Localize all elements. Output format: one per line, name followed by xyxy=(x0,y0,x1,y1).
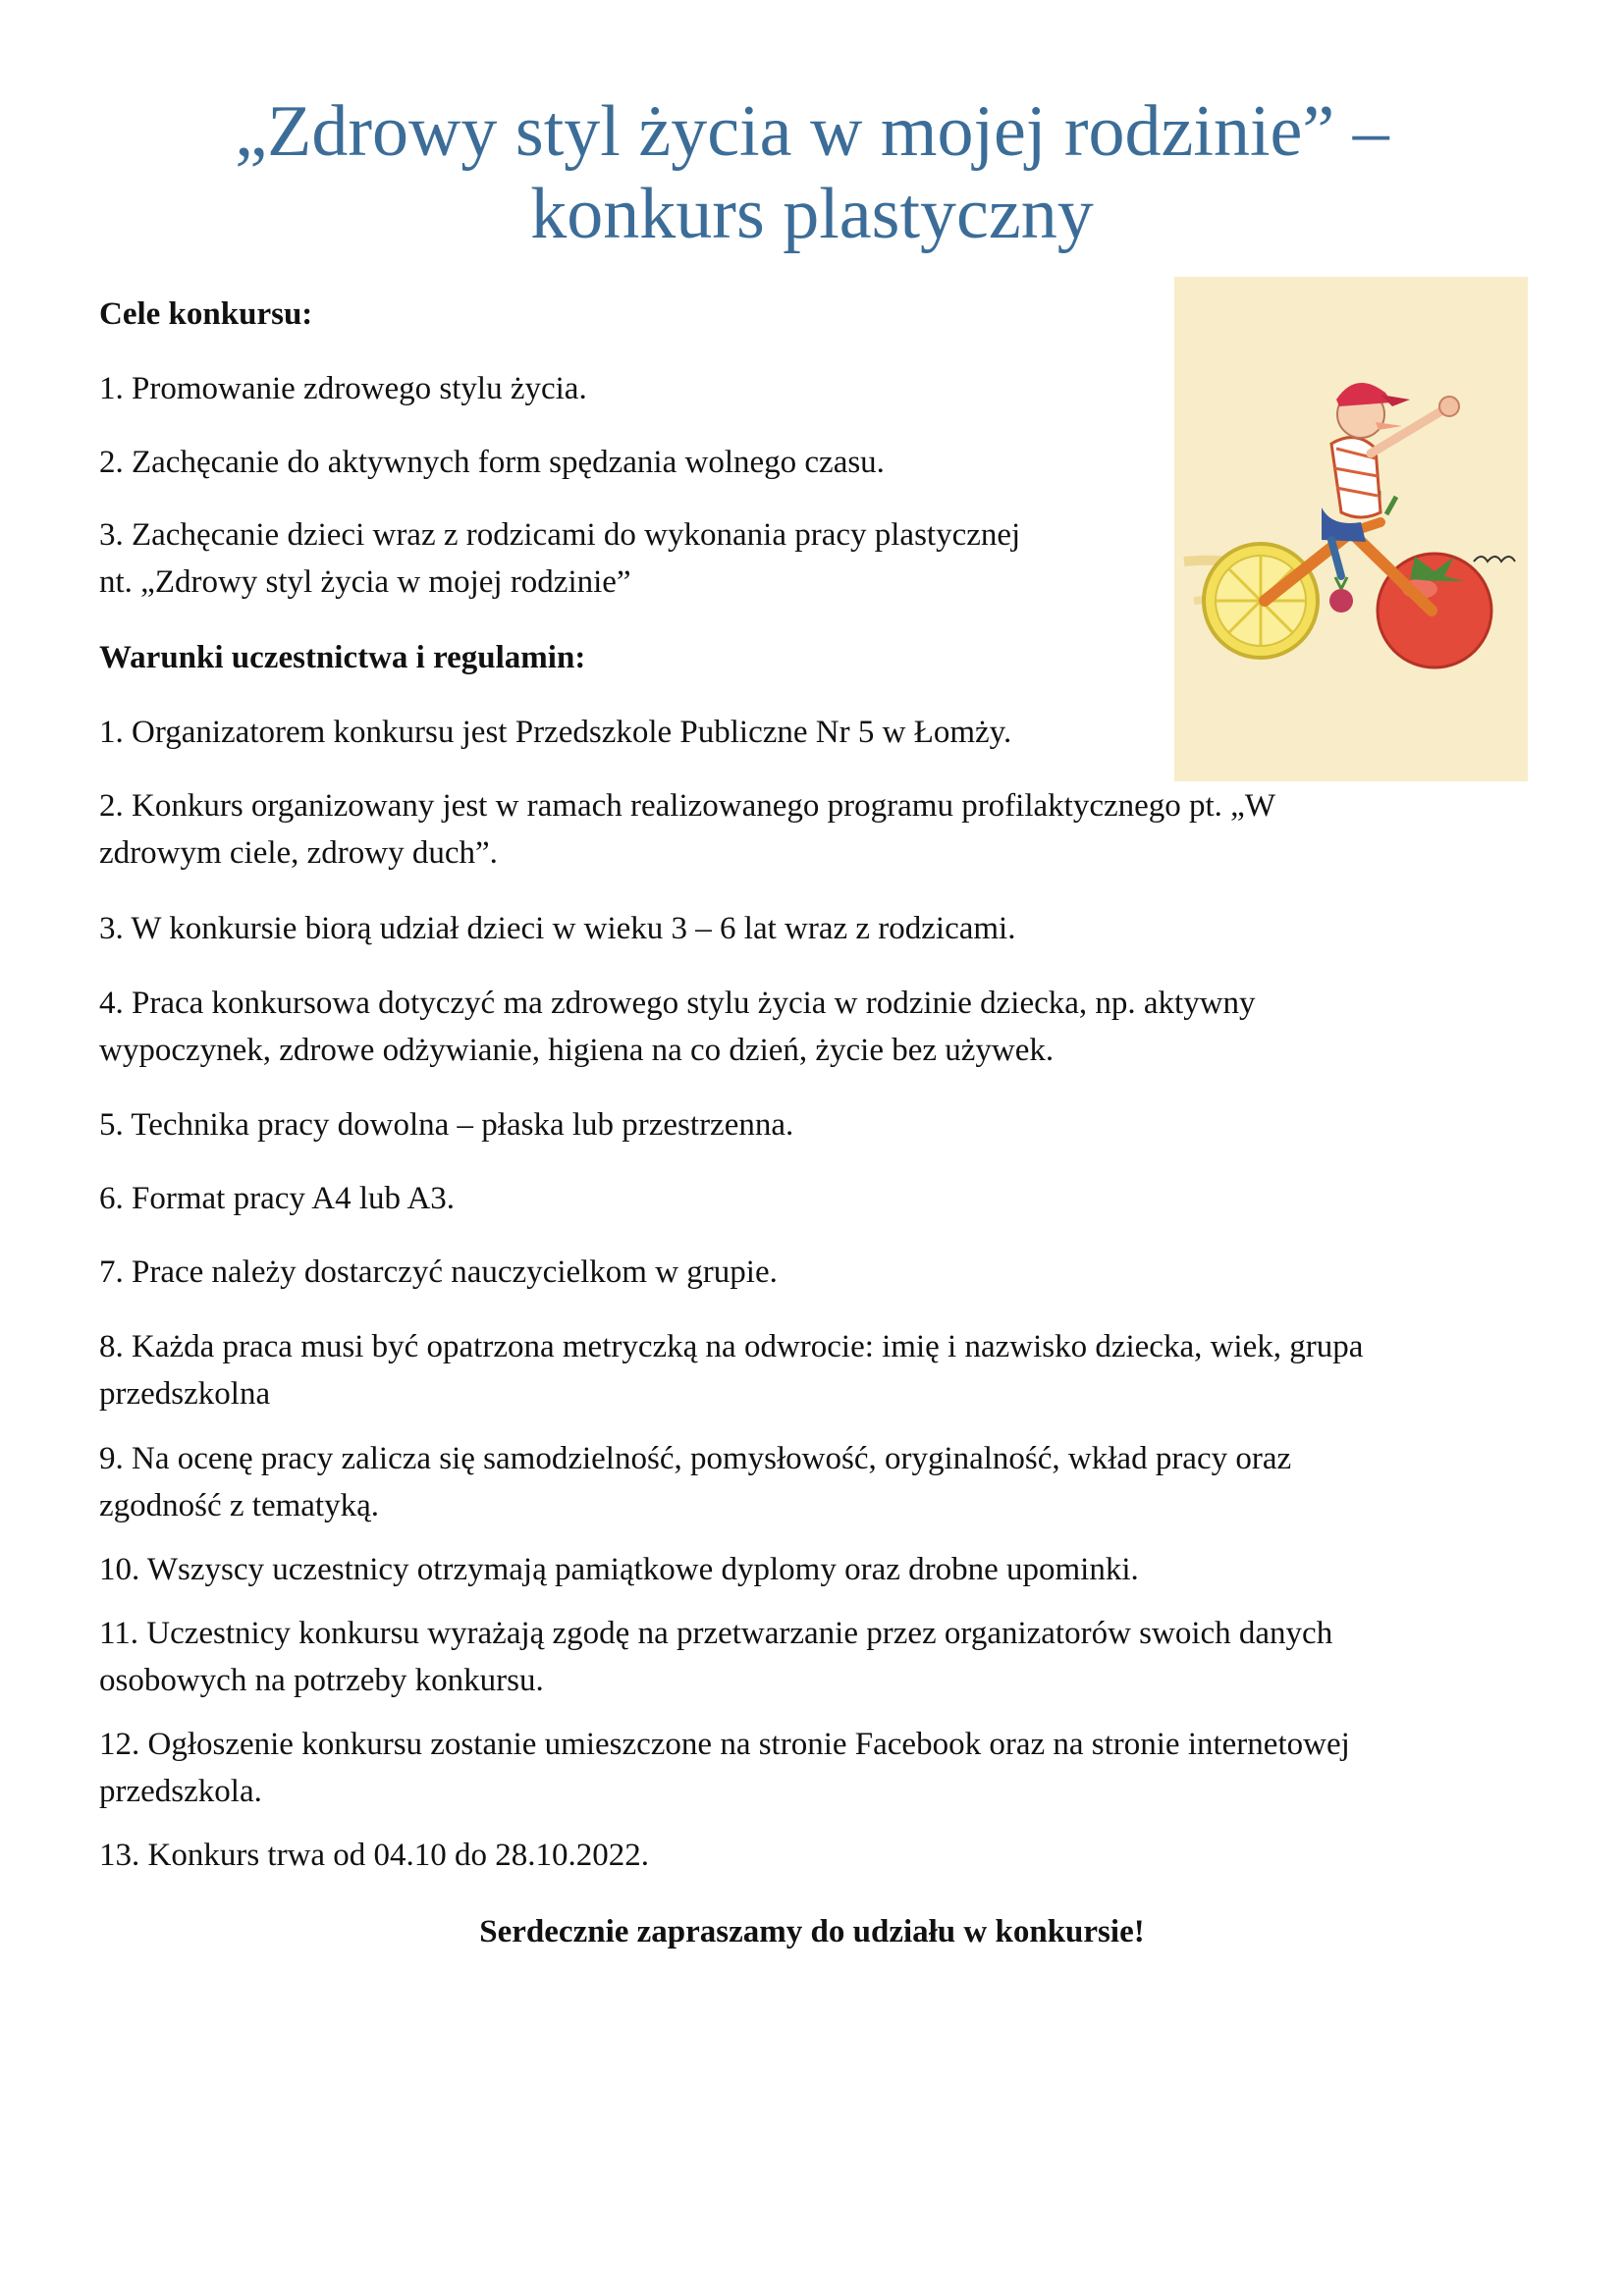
rule-item: 13. Konkurs trwa od 04.10 do 28.10.2022. xyxy=(99,1838,650,1873)
rule-item: 6. Format pracy A4 lub A3. xyxy=(99,1181,456,1216)
rule-item: 5. Technika pracy dowolna – płaska lub przestrzenna. xyxy=(99,1107,794,1143)
closing-invitation: Serdecznie zapraszamy do udziału w konkursie! xyxy=(479,1914,1145,1949)
rule-item: 4. Praca konkursowa dotyczyć ma zdrowego stylu życia w rodzinie dziecka, np. aktywny xyxy=(99,986,1256,1021)
rule-item: 1. Organizatorem konkursu jest Przedszkole Publiczne Nr 5 w Łomży. xyxy=(99,715,1012,750)
goals-heading: Cele konkursu: xyxy=(99,296,313,332)
rule-item-continuation: przedszkola. xyxy=(99,1774,262,1809)
rule-item: 3. W konkursie biorą udział dzieci w wieku 3 – 6 lat wraz z rodzicami. xyxy=(99,911,1016,946)
goal-item: 3. Zachęcanie dzieci wraz z rodzicami do wykonania pracy plastycznej xyxy=(99,517,1021,553)
rule-item: 10. Wszyscy uczestnicy otrzymają pamiątkowe dyplomy oraz drobne upominki. xyxy=(99,1552,1139,1587)
title-line-2: konkurs plastyczny xyxy=(530,174,1094,254)
rule-item-continuation: zgodność z tematyką. xyxy=(99,1488,379,1523)
rule-item: 9. Na ocenę pracy zalicza się samodzielność, pomysłowość, oryginalność, wkład pracy oraz xyxy=(99,1441,1292,1476)
title-line-1: „Zdrowy styl życia w mojej rodzinie” – xyxy=(235,91,1389,172)
rule-item: 12. Ogłoszenie konkursu zostanie umieszczone na stronie Facebook oraz na stronie internetowej xyxy=(99,1727,1350,1762)
rule-item: 7. Prace należy dostarczyć nauczycielkom w grupie. xyxy=(99,1255,778,1290)
cyclist-illustration xyxy=(1174,277,1528,781)
rule-item-continuation: wypoczynek, zdrowe odżywianie, higiena na co dzień, życie bez używek. xyxy=(99,1033,1055,1068)
rule-item: 8. Każda praca musi być opatrzona metryczką na odwrocie: imię i nazwisko dziecka, wiek, grupa xyxy=(99,1329,1364,1364)
rules-heading: Warunki uczestnictwa i regulamin: xyxy=(99,640,586,675)
rule-item-continuation: osobowych na potrzeby konkursu. xyxy=(99,1663,544,1698)
rule-item: 11. Uczestnicy konkursu wyrażają zgodę na przetwarzanie przez organizatorów swoich danych xyxy=(99,1616,1333,1651)
rule-item-continuation: przedszkolna xyxy=(99,1376,271,1412)
goal-item: 1. Promowanie zdrowego stylu życia. xyxy=(99,371,587,406)
page-title xyxy=(0,90,1624,255)
rule-item-continuation: zdrowym ciele, zdrowy duch”. xyxy=(99,835,498,871)
goal-item-continuation: nt. „Zdrowy styl życia w mojej rodzinie” xyxy=(99,564,631,600)
goal-item: 2. Zachęcanie do aktywnych form spędzania wolnego czasu. xyxy=(99,445,885,480)
rule-item: 2. Konkurs organizowany jest w ramach realizowanego programu profilaktycznego pt. „W xyxy=(99,788,1275,824)
